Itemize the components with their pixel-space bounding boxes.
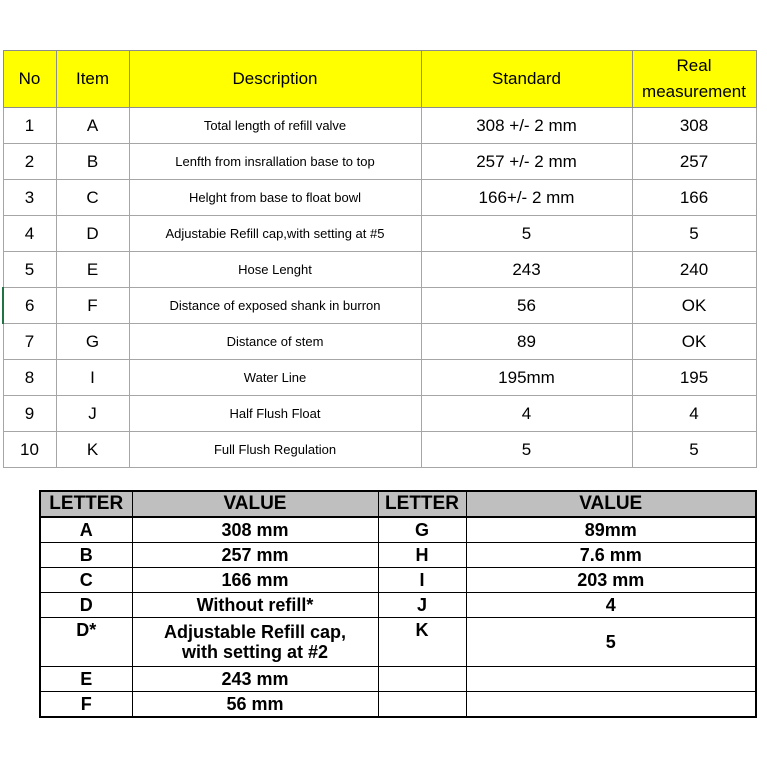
cell-no[interactable]: 7: [3, 324, 56, 360]
spec-row: [40, 517, 756, 543]
spec-row: [40, 593, 756, 618]
spec-value: 4: [466, 593, 756, 618]
cell-real[interactable]: 166: [632, 180, 756, 216]
cell-standard[interactable]: 195mm: [421, 360, 632, 396]
cell-standard[interactable]: 166+/- 2 mm: [421, 180, 632, 216]
cell-real[interactable]: 195: [632, 360, 756, 396]
cell-description[interactable]: Hose Lenght: [129, 252, 421, 288]
cell-real[interactable]: 5: [632, 432, 756, 468]
spec-value: 89mm: [466, 517, 756, 543]
cell-description[interactable]: Total length of refill valve: [129, 108, 421, 144]
spec-row: [40, 618, 756, 667]
cell-description[interactable]: Helght from base to float bowl: [129, 180, 421, 216]
spec-header-value: VALUE: [466, 491, 756, 517]
spec-letter: J: [378, 593, 466, 618]
spec-letter: [378, 692, 466, 718]
cell-no[interactable]: 6: [3, 288, 56, 324]
spec-value: [466, 692, 756, 718]
spec-letter: H: [378, 543, 466, 568]
cell-real[interactable]: 4: [632, 396, 756, 432]
spec-letter: K: [378, 618, 466, 667]
spec-letter: [378, 667, 466, 692]
spec-value: 203 mm: [466, 568, 756, 593]
header-description[interactable]: Description: [129, 51, 421, 108]
cell-description[interactable]: Full Flush Regulation: [129, 432, 421, 468]
spec-table: [39, 490, 757, 718]
table-row: [3, 180, 756, 216]
cell-standard[interactable]: 89: [421, 324, 632, 360]
cell-real[interactable]: 257: [632, 144, 756, 180]
cell-item[interactable]: J: [56, 396, 129, 432]
table-row: [3, 360, 756, 396]
cell-no[interactable]: 10: [3, 432, 56, 468]
cell-standard[interactable]: 257 +/- 2 mm: [421, 144, 632, 180]
spec-row: [40, 692, 756, 718]
cell-item[interactable]: A: [56, 108, 129, 144]
spec-letter: A: [40, 517, 132, 543]
spec-value: 257 mm: [132, 543, 378, 568]
spec-value-line: with setting at #2: [181, 642, 329, 662]
spec-letter: C: [40, 568, 132, 593]
spec-letter: B: [40, 543, 132, 568]
cell-item[interactable]: I: [56, 360, 129, 396]
spec-row: [40, 667, 756, 692]
cell-item[interactable]: G: [56, 324, 129, 360]
spec-header-letter: LETTER: [378, 491, 466, 517]
spec-value: 243 mm: [132, 667, 378, 692]
cell-description[interactable]: Half Flush Float: [129, 396, 421, 432]
cell-standard[interactable]: 308 +/- 2 mm: [421, 108, 632, 144]
spec-letter: F: [40, 692, 132, 718]
table-row: [3, 396, 756, 432]
table-row: [3, 252, 756, 288]
cell-item[interactable]: C: [56, 180, 129, 216]
cell-standard[interactable]: 243: [421, 252, 632, 288]
cell-no[interactable]: 5: [3, 252, 56, 288]
spec-header-value: VALUE: [132, 491, 378, 517]
spec-row: [40, 568, 756, 593]
spec-value: [132, 618, 378, 667]
spec-value: [466, 667, 756, 692]
cell-item[interactable]: F: [56, 288, 129, 324]
measurement-table: [2, 50, 757, 468]
cell-real[interactable]: 5: [632, 216, 756, 252]
spec-value: 308 mm: [132, 517, 378, 543]
cell-real[interactable]: OK: [632, 324, 756, 360]
spec-letter: I: [378, 568, 466, 593]
cell-description[interactable]: Distance of stem: [129, 324, 421, 360]
spec-letter: D: [40, 593, 132, 618]
cell-item[interactable]: B: [56, 144, 129, 180]
cell-real[interactable]: OK: [632, 288, 756, 324]
table-row: [3, 216, 756, 252]
table-row: [3, 288, 756, 324]
cell-no[interactable]: 3: [3, 180, 56, 216]
cell-description[interactable]: Distance of exposed shank in burron: [129, 288, 421, 324]
cell-description[interactable]: Lenfth from insrallation base to top: [129, 144, 421, 180]
spec-value: 5: [466, 618, 756, 667]
spec-value: 56 mm: [132, 692, 378, 718]
spec-letter: D*: [40, 618, 132, 667]
cell-item[interactable]: E: [56, 252, 129, 288]
spec-letter: G: [378, 517, 466, 543]
table-row: [3, 432, 756, 468]
cell-no[interactable]: 2: [3, 144, 56, 180]
table-row: [3, 144, 756, 180]
table-row: [3, 324, 756, 360]
cell-item[interactable]: K: [56, 432, 129, 468]
spec-header-letter: LETTER: [40, 491, 132, 517]
spec-value-line: Adjustable Refill cap,: [163, 622, 347, 642]
header-real-measurement[interactable]: Real measurement: [632, 51, 756, 108]
cell-no[interactable]: 1: [3, 108, 56, 144]
spec-value: 166 mm: [132, 568, 378, 593]
spec-letter: E: [40, 667, 132, 692]
spec-header-row: [40, 491, 756, 517]
cell-no[interactable]: 4: [3, 216, 56, 252]
cell-standard[interactable]: 5: [421, 216, 632, 252]
cell-item[interactable]: D: [56, 216, 129, 252]
cell-real[interactable]: 240: [632, 252, 756, 288]
cell-no[interactable]: 9: [3, 396, 56, 432]
spec-value: Without refill*: [132, 593, 378, 618]
header-no[interactable]: No: [3, 51, 56, 108]
header-row: [3, 51, 756, 108]
table-row: [3, 108, 756, 144]
spec-row: [40, 543, 756, 568]
cell-standard[interactable]: 5: [421, 432, 632, 468]
header-item[interactable]: Item: [56, 51, 129, 108]
spec-value: 7.6 mm: [466, 543, 756, 568]
cell-standard[interactable]: 56: [421, 288, 632, 324]
cell-no[interactable]: 8: [3, 360, 56, 396]
cell-description[interactable]: Water Line: [129, 360, 421, 396]
cell-standard[interactable]: 4: [421, 396, 632, 432]
header-standard[interactable]: Standard: [421, 51, 632, 108]
cell-real[interactable]: 308: [632, 108, 756, 144]
cell-description[interactable]: Adjustabie Refill cap,with setting at #5: [129, 216, 421, 252]
